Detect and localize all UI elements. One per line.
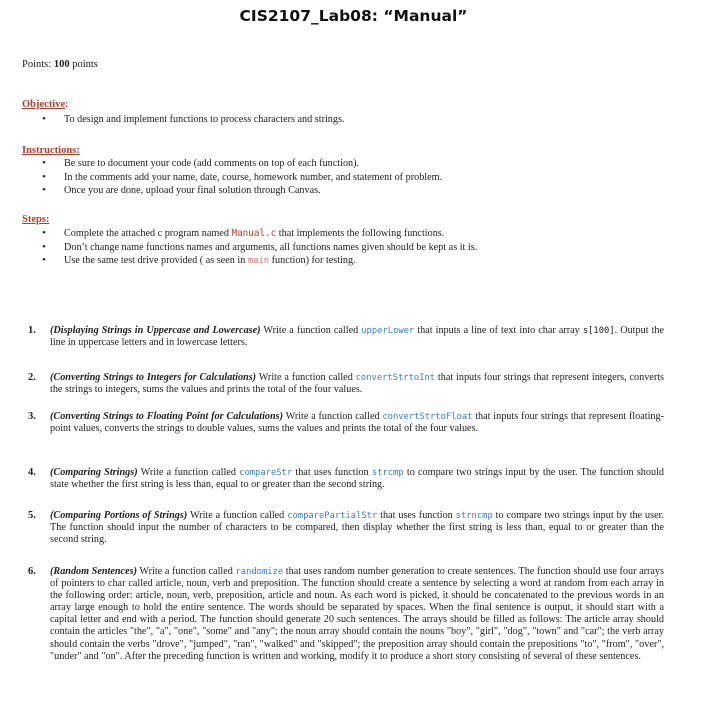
task-5: 5. (Comparing Portions of Strings) Write a function called comparePartialStr that uses function strncmp to compare two strings input by the user. The function should input the number of characters to be compared, then display whether the first string is less than, equal to or greater than the second string. xyxy=(28,510,665,546)
objective-heading: Objective: xyxy=(22,99,69,110)
page-title: CIS2107_Lab08: “Manual” xyxy=(239,7,468,25)
list-item: • Don’t change name functions names and arguments, all functions names given should be kept as it is. xyxy=(42,241,682,255)
function-name: compareStr xyxy=(239,468,293,478)
task-1: 1. (Displaying Strings in Uppercase and Lowercase) Write a function called upperLower that inputs a line of text into char array s[100]. Output the line in uppercase letters and in lowercase letters. xyxy=(28,325,665,349)
points-label: Points: xyxy=(22,59,52,70)
task-4: 4. (Comparing Strings) Write a function called compareStr that uses function strcmp to compare two strings input by the user. The function should state whether the first string is less than, equal to or greater than the second string. xyxy=(28,467,664,491)
list-item: • Be sure to document your code (add comments on top of each function). xyxy=(42,157,682,171)
task-3: 3. (Converting Strings to Floating Point for Calculations) Write a function called convertStrtoFloat that inputs four strings that represent floating-point values, converts the strings to double values, sums the values and prints the total of the four values. xyxy=(28,411,664,435)
filename-code: Manual.c xyxy=(231,228,277,239)
list-item: • Use the same test drive provided ( as seen in main function) for testing. xyxy=(42,254,682,269)
instructions-list xyxy=(42,157,682,198)
task-2: 2. (Converting Strings to Integers for Calculations) Write a function called convertStrtoInt that inputs four strings that represent integers, converts the strings to integers, sums the values and prints the total of the four values. xyxy=(28,372,665,396)
list-item: • Complete the attached c program named Manual.c that implements the following functions. xyxy=(42,227,682,241)
steps-heading: Steps: xyxy=(22,214,50,225)
main-code: main xyxy=(247,256,270,267)
list-item: • In the comments add your name, date, course, homework number, and statement of problem. xyxy=(42,171,682,185)
steps-list xyxy=(42,227,682,269)
function-name: convertStrtoFloat xyxy=(382,412,473,422)
function-name: convertStrtoInt xyxy=(355,373,436,383)
points-value: 100 xyxy=(53,59,70,70)
list-item: • Once you are done, upload your final solution through Canvas. xyxy=(42,184,682,198)
function-name: comparePartialStr xyxy=(287,511,378,521)
list-item: • To design and implement functions to process characters and strings. xyxy=(42,113,682,127)
instructions-heading: Instructions: xyxy=(22,145,80,156)
function-name: randomize xyxy=(235,567,284,577)
objective-list xyxy=(42,113,682,127)
function-name: upperLower xyxy=(361,326,415,336)
points-line xyxy=(22,59,98,70)
task-6: 6. (Random Sentences) Write a function called randomize that uses random number generation to create sentences. The function should use four arrays of pointers to char called article, noun, verb and preposition. The function should create a sentence by selecting a word at random from each array in the following order: article, noun, verb, preposition, article and noun. As each word is picked, it should be concatenated to the previous words in an array large enough to hold the entire sentence. The words should be separated by spaces. When the final sentence is output, it should start with a capital letter and end with a period. The function should generate 20 such sentences. The arrays should be filled as follows: The article array should contain the articles "the", "a", "one", "some" and "any"; the noun array should contain the nouns "boy", "girl", "dog", "town" and "car"; the verb array should contain the verbs "drove", "jumped", "ran", "walked" and "skipped"; the preposition array should contain the prepositions "to", "from", "over", "under" and "on". After the preceding function is written and working, modify it to produce a short story consisting of several of these sentences. xyxy=(28,566,664,662)
points-unit: points xyxy=(72,59,98,70)
